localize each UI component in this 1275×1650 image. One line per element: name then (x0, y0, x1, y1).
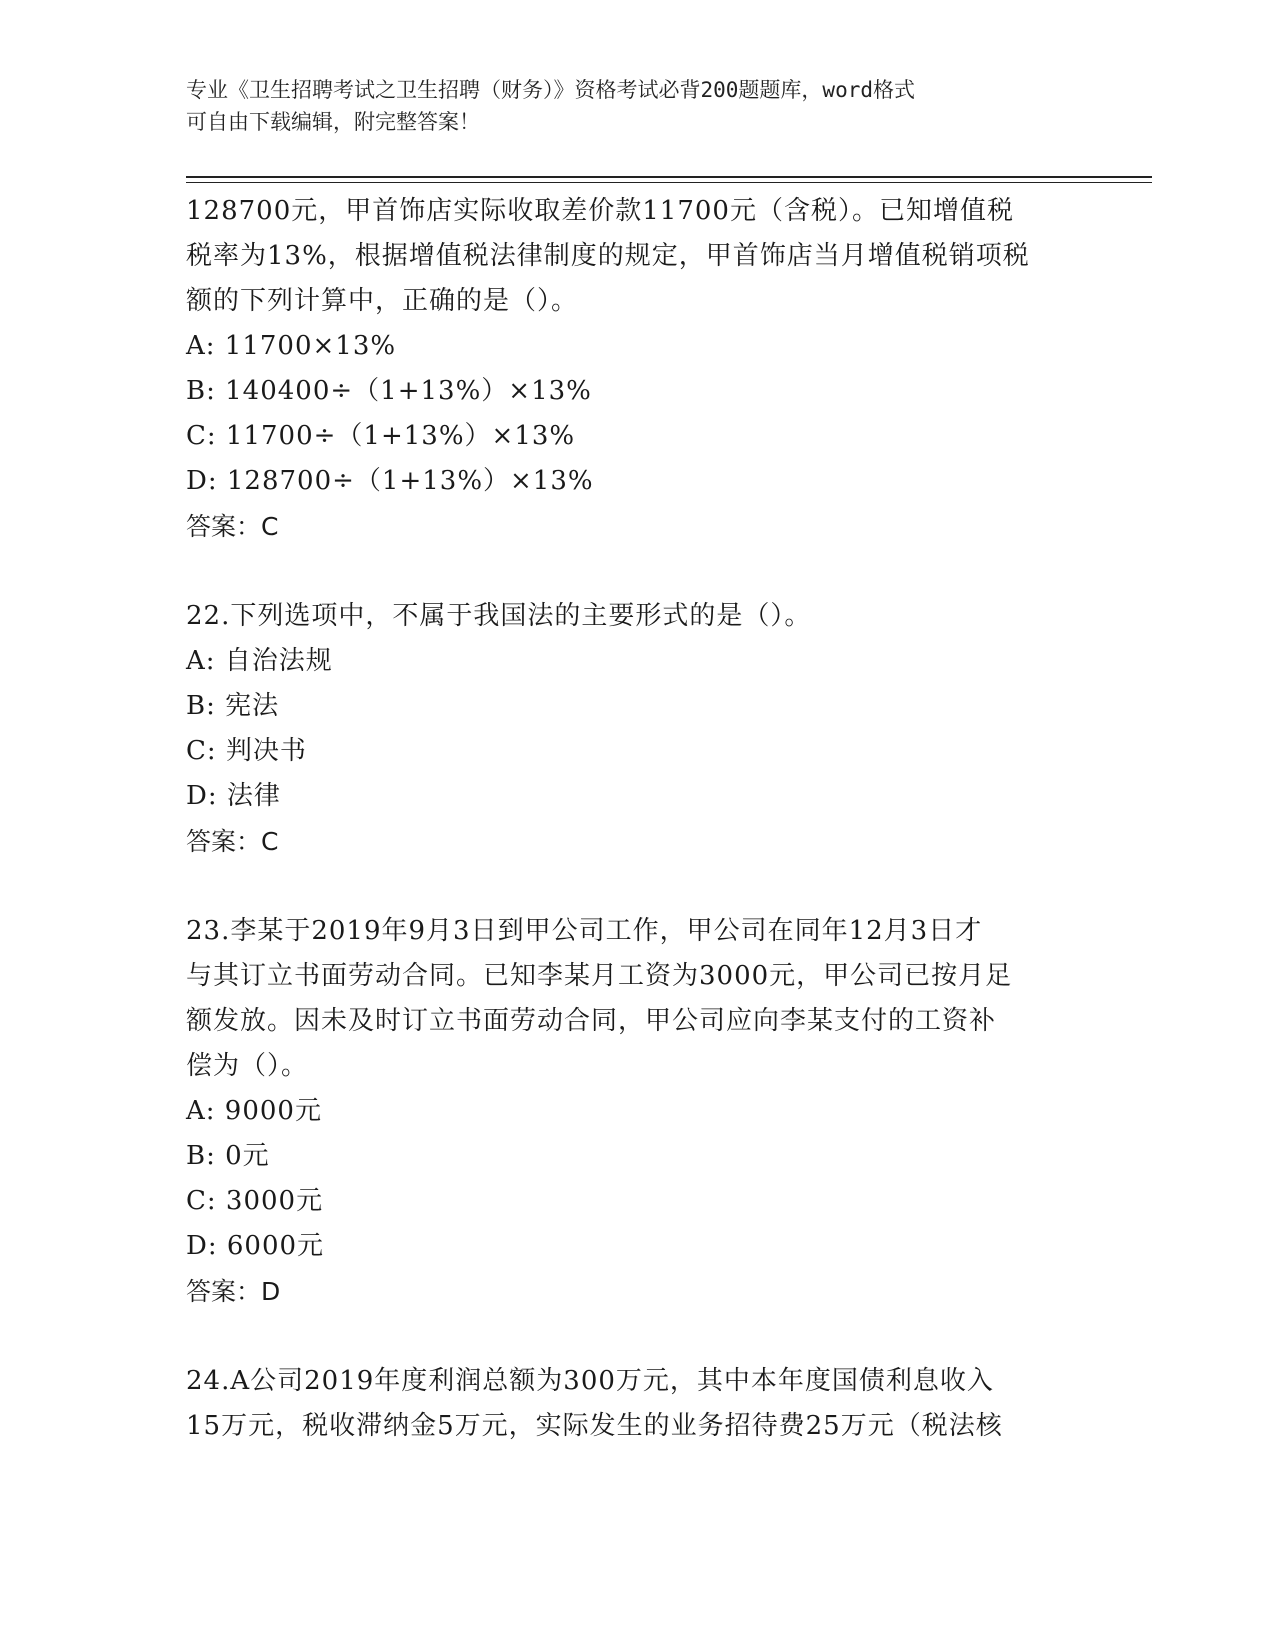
question-stem-line: 偿为（）。 (186, 1051, 309, 1081)
spacer (186, 864, 1086, 909)
question-21 (186, 189, 1086, 549)
question-stem-line: 额发放。因未及时订立书面劳动合同，甲公司应向李某支付的工资补 (186, 1006, 997, 1036)
option-a: A: 自治法规 (186, 646, 333, 676)
option-d: D: 法律 (186, 781, 281, 811)
spacer (186, 1314, 1086, 1359)
question-stem-line: 24.A公司2019年度利润总额为300万元，其中本年度国债利息收入 (186, 1366, 994, 1396)
answer-line: 答案：C (186, 827, 279, 856)
answer-line: 答案：C (186, 512, 279, 541)
question-24 (186, 1359, 1086, 1449)
question-stem-line: 128700元，甲首饰店实际收取差价款11700元（含税）。已知增值税 (186, 196, 1014, 226)
answer-line: 答案：D (186, 1277, 281, 1306)
question-stem-line: 23.李某于2019年9月3日到甲公司工作，甲公司在同年12月3日才 (186, 916, 983, 946)
question-stem-line: 税率为13%，根据增值税法律制度的规定，甲首饰店当月增值税销项税 (186, 241, 1030, 271)
header-line-1: 专业《卫生招聘考试之卫生招聘（财务）》资格考试必背200题题库，word格式 (186, 78, 915, 102)
option-d: D: 6000元 (186, 1231, 325, 1261)
question-23 (186, 909, 1086, 1314)
option-c: C: 判决书 (186, 736, 307, 766)
question-stem-line: 15万元，税收滞纳金5万元，实际发生的业务招待费25万元（税法核 (186, 1411, 1003, 1441)
option-b: B: 0元 (186, 1141, 270, 1171)
option-a: A: 11700×13% (186, 331, 397, 361)
question-stem-line: 22.下列选项中，不属于我国法的主要形式的是（）。 (186, 601, 812, 631)
option-c: C: 3000元 (186, 1186, 324, 1216)
question-22 (186, 594, 1086, 864)
spacer (186, 549, 1086, 594)
question-stem-line: 额的下列计算中，正确的是（）。 (186, 286, 579, 316)
header-rule-thin (186, 182, 1152, 183)
option-b: B: 宪法 (186, 691, 280, 721)
option-d: D: 128700÷（1+13%）×13% (186, 466, 594, 496)
document-header (186, 74, 1086, 138)
option-a: A: 9000元 (186, 1096, 322, 1126)
question-stem-line: 与其订立书面劳动合同。已知李某月工资为3000元，甲公司已按月足 (186, 961, 1013, 991)
header-rule-thick (186, 176, 1152, 178)
document-body (186, 189, 1086, 1449)
option-c: C: 11700÷（1+13%）×13% (186, 421, 576, 451)
option-b: B: 140400÷（1+13%）×13% (186, 376, 592, 406)
header-line-2: 可自由下载编辑，附完整答案！ (186, 110, 480, 134)
